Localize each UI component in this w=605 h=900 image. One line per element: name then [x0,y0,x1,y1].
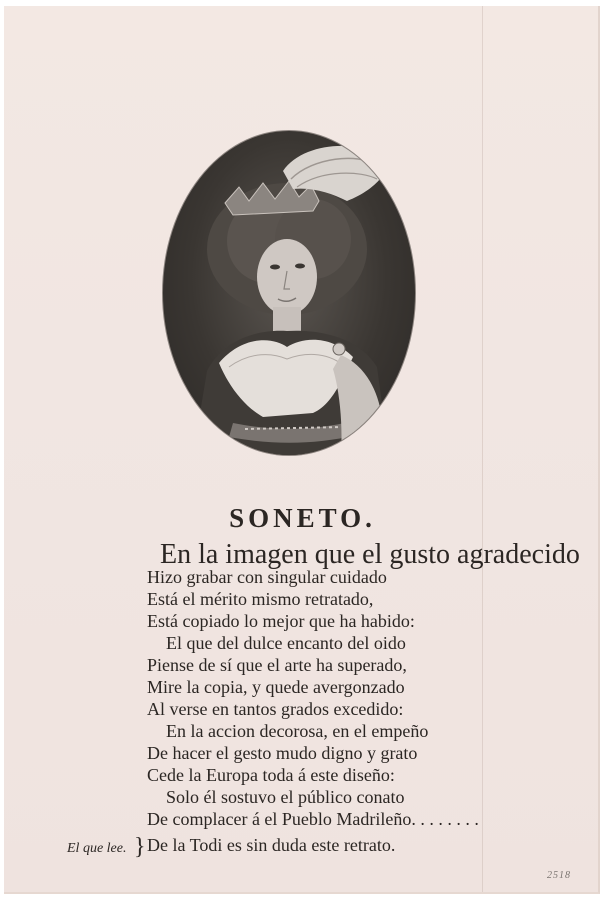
poem-line: Está copiado lo mejor que ha habido: [147,611,415,631]
poem-line: Hizo grabar con singular cuidado [147,567,387,587]
poem-line-text: En la imagen que el gusto agradecido [160,539,580,570]
poem-line: En la accion decorosa, en el empeño [166,721,429,741]
paper-fold-line [482,6,483,892]
poem-line: Mire la copia, y quede avergonzado [147,677,405,697]
portrait-engraving [162,130,416,456]
catalog-number: 2518 [547,870,571,881]
poem-line: Solo él sostuvo el público conato [166,787,405,807]
poem-line: De la Todi es sin duda este retrato. [147,835,396,855]
poem-line: De complacer á el Pueblo Madrileño. . . . . . . . [147,809,479,829]
poem-line: El que del dulce encanto del oido [166,633,406,653]
marginal-note: El que lee. [67,841,127,856]
poem-line: De hacer el gesto mudo digno y grato [147,743,418,763]
poem-line: Está el mérito mismo retratado, [147,589,374,609]
poem-line: Piense de sí que el arte ha superado, [147,655,407,675]
poem-line [160,539,580,570]
engraved-portrait-icon [163,131,415,455]
poem-line: Cede la Europa toda á este diseño: [147,765,395,785]
poem-title: SONETO. [229,503,376,533]
brace-mark: } [134,834,146,860]
poem-line: Al verse en tantos grados excedido: [147,699,404,719]
